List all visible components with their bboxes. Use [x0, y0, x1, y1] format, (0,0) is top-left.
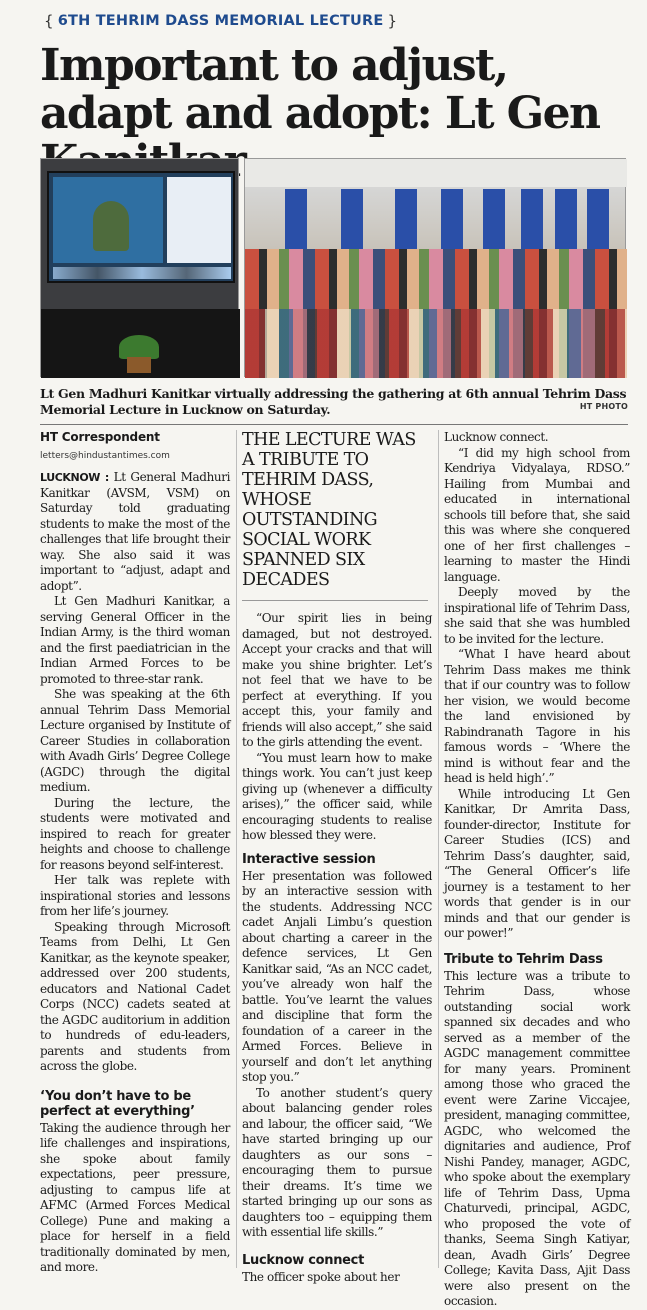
dateline: LUCKNOW : — [40, 471, 109, 484]
article-paragraph: LUCKNOW : Lt General Madhuri Kanitkar (AVSM, VSM) on Saturday told graduating students to make the most of the challenges that life brought their way. She also said it was important to “adjust, adapt and adopt”. — [40, 470, 231, 593]
photo-audience — [244, 158, 626, 377]
article-column-1 — [40, 430, 230, 1276]
article-paragraph: Speaking through Microsoft Teams from Delhi, Lt Gen Kanitkar, as the keynote speaker, addressed over 200 students, educators and National Cadet Corps (NCC) cadets seated at the AGDC auditorium in addition to hundreds of edu-leaders, parents and students from across the globe. — [40, 919, 230, 1073]
article-paragraph: “Our spirit lies in being damaged, but not destroyed. Accept your cracks and that will make you shine brighter. Let’s not feel that we have to be perfect at everything. If you accept this, your family and friends will also accept,” she said to the girls attending the event. — [242, 611, 432, 749]
article-paragraph: Taking the audience through her life challenges and inspirations, she spoke about family expectations, peer pressure, adjusting to campus life at AFMC (Armed Forces Medical College) Pune and making a place for herself in a field traditionally dominated by men, and more. — [40, 1120, 230, 1274]
headline: Important to adjust, adapt and adopt: Lt Gen — [40, 40, 600, 139]
article-paragraph: “I did my high school from Kendriya Vidyalaya, RDSO.” Hailing from Mumbai and educated in international schools till before that, she said this was where she conquered one of her first challenges – learning to master the Hindi language. — [444, 445, 630, 584]
photo-screen-speaker — [40, 158, 239, 377]
article-paragraph: To another student’s query about balancing gender roles and labour, the officer said, “We have started bringing up our daughters as our sons – encouraging them to pursue their dreams. It’s time we started bringing up our sons as daughters too – equipping them with essential life skills.” — [242, 1085, 432, 1239]
article-paragraph: Deeply moved by the inspirational life of Tehrim Dass, she said that she was humbled to be invited for the lecture. — [444, 585, 630, 646]
subheading: ‘You don’t have to be perfect at everything’ — [40, 1088, 195, 1119]
kicker-brace-close: } — [387, 12, 398, 30]
divider — [40, 424, 628, 425]
column-divider — [236, 430, 237, 1268]
pull-quote: THE LECTURE WAS A TRIBUTE TO TEHRIM DASS, WHOSE OUTSTANDING SOCIAL WORK SPANNED SIX DECADES — [242, 430, 416, 590]
article-paragraph: Her talk was replete with inspirational stories and lessons from her life’s journey. — [40, 873, 230, 918]
projection-screen — [47, 171, 235, 283]
column-divider — [438, 430, 439, 1268]
article-column-2 — [242, 430, 432, 1285]
article-paragraph: Lt Gen Madhuri Kanitkar, a serving General Officer in the Indian Army, is the third woman and the first paediatrician in the Indian Armed Forces to be promoted to three-star rank. — [40, 594, 230, 686]
pull-quote-rule — [242, 600, 428, 601]
section-kicker — [40, 10, 401, 32]
subheading: Interactive session — [242, 851, 376, 867]
article-paragraph: Lucknow connect. — [444, 430, 549, 444]
article-paragraph: She was speaking at the 6th annual Tehrim Dass Memorial Lecture organised by Institute of Career Studies in collaboration with Avadh Girls’ Degree College (AGDC) through the digital medium. — [40, 687, 230, 794]
byline-email: letters@hindustantimes.com — [40, 450, 170, 461]
byline-author: HT Correspondent — [40, 430, 160, 444]
article-paragraph: The officer spoke about her — [242, 1269, 400, 1284]
article-paragraph: During the lecture, the students were motivated and inspired to reach for greater heights and choose to challenge for reasons beyond self-interest. — [40, 795, 230, 872]
photo-caption: Lt Gen Madhuri Kanitkar virtually addressing the gathering at 6th annual Tehrim Dass Memorial Lecture in Lucknow on Saturday. — [40, 386, 627, 417]
article-column-3 — [444, 430, 630, 1310]
plant-decoration — [119, 335, 159, 359]
article-paragraph: “What I have heard about Tehrim Dass makes me think that if our country was to follow her vision, we would become the land envisioned by Rabindranath Tagore in his famous words – ‘Where the mind is without fear and the head is held high’.” — [444, 647, 630, 785]
kicker-brace-open: { — [44, 12, 54, 30]
article-paragraph: “You must learn how to make things work. You can’t just keep giving up (whenever a difficulty arises),” the officer said, while encouraging students to realise how blessed they were. — [242, 750, 432, 842]
kicker-label: 6TH TEHRIM DASS MEMORIAL LECTURE — [57, 13, 384, 29]
article-paragraph: Her presentation was followed by an interactive session with the students. Addressing NCC cadet Anjali Limbu’s question about charting a career in the defence services, Lt Gen Kanitkar said, “As an NCC cadet, you’ve already won half the battle. You’ve learnt the values and discipline that form the foundation of a career in the Armed Forces. Believe in yourself and don’t let anything stop you.” — [242, 868, 432, 1084]
article-paragraph: This lecture was a tribute to Tehrim Dass, whose outstanding social work spanned six decades and who served as a member of the AGDC management committee for many years. Prominent among those who graced the event were Zarine Viccajee, president, managing committee, AGDC, who welcomed the dignitaries and audience, Prof Nishi Pandey, manager, AGDC, who spoke about the exemplary life of Tehrim Dass, Upma Chaturvedi, principal, AGDC, who proposed the vote of thanks, Seema Singh Katiyar, dean, Avadh Girls’ Degree College; Kavita Dass, Ajit Dass were also present on the occasion. — [444, 968, 630, 1308]
subheading: Lucknow connect — [242, 1252, 364, 1268]
photo-credit: HT PHOTO — [579, 402, 628, 411]
subheading: Tribute to Tehrim Dass — [444, 951, 603, 967]
article-paragraph: While introducing Lt Gen Kanitkar, Dr Amrita Dass, founder-director, Institute for Career Studies (ICS) and Tehrim Dass’s daughter, said, “The General Officer’s life journey is a testament to her words that gender is in our minds and that our gender is our power!” — [444, 786, 630, 940]
